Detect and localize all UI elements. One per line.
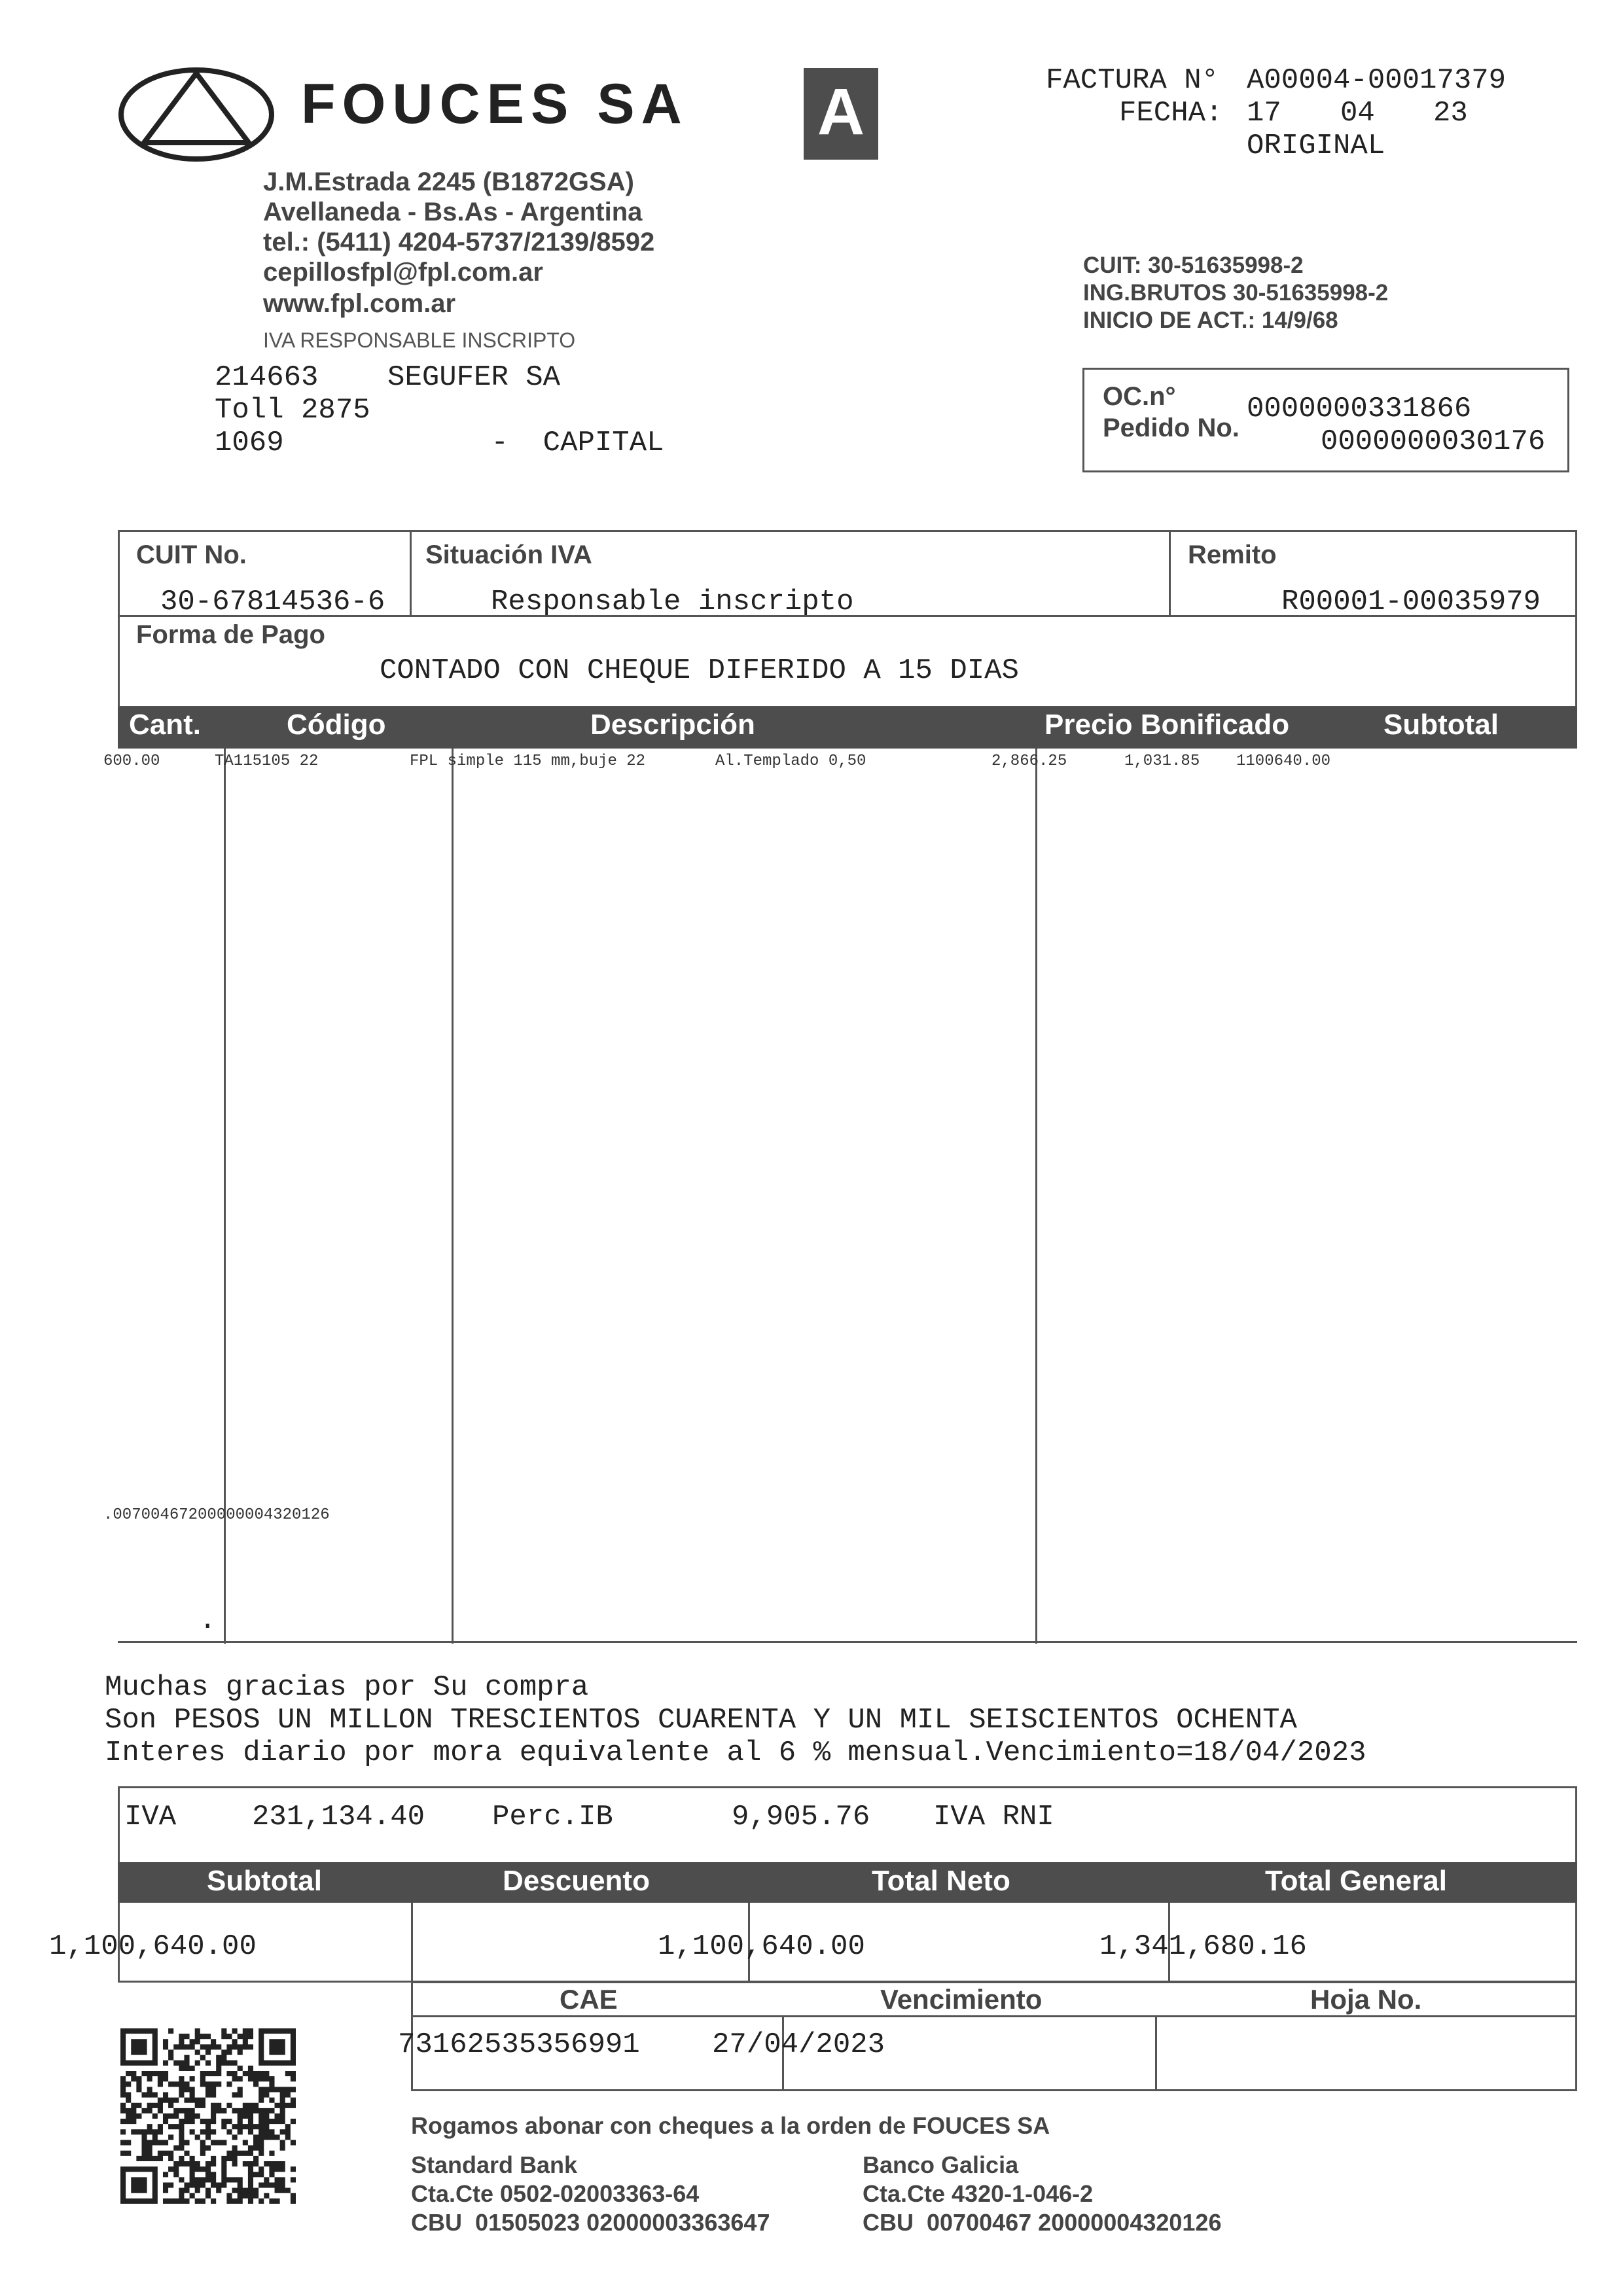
situacion-label: Situación IVA bbox=[425, 540, 592, 569]
cae-header-cae: CAE bbox=[560, 1984, 618, 2015]
qr-code-icon bbox=[120, 2028, 296, 2204]
bank2-account: Cta.Cte 4320-1-046-2 bbox=[863, 2180, 1094, 2207]
item-precio-lista: 2,866.25 bbox=[991, 752, 1067, 770]
company-phone: tel.: (5411) 4204-5737/2139/8592 bbox=[263, 228, 655, 256]
remito-label: Remito bbox=[1188, 540, 1277, 569]
interest-note: Interes diario por mora equivalente al 6 % mensual.Vencimiento=18/04/2023 bbox=[105, 1737, 1366, 1769]
payment-note: Rogamos abonar con cheques a la orden de FOUCES SA bbox=[411, 2112, 1050, 2139]
pedido-label: Pedido No. bbox=[1103, 414, 1240, 442]
forma-pago-label: Forma de Pago bbox=[136, 620, 325, 649]
item-descripcion: FPL simple 115 mm,buje 22 bbox=[410, 752, 646, 770]
col-header-descripcion: Descripción bbox=[590, 709, 755, 741]
cae-col-divider-2 bbox=[1155, 2015, 1157, 2091]
company-cuit: CUIT: 30-51635998-2 bbox=[1083, 253, 1304, 278]
item-cant: 600.00 bbox=[103, 752, 160, 770]
invoice-date-month: 04 bbox=[1340, 97, 1375, 130]
invoice-copy: ORIGINAL bbox=[1247, 130, 1385, 162]
company-inicio-act: INICIO DE ACT.: 14/9/68 bbox=[1083, 308, 1338, 333]
thanks-note: Muchas gracias por Su compra bbox=[105, 1671, 589, 1704]
remito-value: R00001-00035979 bbox=[1281, 586, 1541, 618]
item-subtotal: 1100640.00 bbox=[1236, 752, 1331, 770]
bank2-cbu: CBU 00700467 20000004320126 bbox=[863, 2209, 1222, 2236]
perc-ib-label: Perc.IB bbox=[492, 1801, 613, 1833]
invoice-number-label: FACTURA N° bbox=[1046, 64, 1219, 97]
totals-total-neto: 1,100,640.00 bbox=[658, 1930, 865, 1963]
pedido-value: 0000000030176 bbox=[1321, 425, 1546, 458]
cuit-value: 30-67814536-6 bbox=[160, 586, 385, 618]
totals-header-descuento: Descuento bbox=[503, 1865, 650, 1897]
totals-header-total-general: Total General bbox=[1265, 1865, 1447, 1897]
perc-ib-value: 9,905.76 bbox=[732, 1801, 870, 1833]
totals-total-general: 1,341,680.16 bbox=[1099, 1930, 1307, 1963]
table-footer-code: .00700467200000004320126 bbox=[103, 1506, 330, 1524]
forma-pago-value: CONTADO CON CHEQUE DIFERIDO A 15 DIAS bbox=[380, 654, 1019, 687]
col-header-codigo: Código bbox=[287, 709, 386, 741]
info-col-divider-2 bbox=[1169, 530, 1171, 616]
company-iva-status: IVA RESPONSABLE INSCRIPTO bbox=[263, 328, 576, 352]
items-col-divider-3 bbox=[1035, 749, 1037, 1644]
company-name: FOUCES SA bbox=[301, 73, 688, 135]
totals-subtotal: 1,100,640.00 bbox=[49, 1930, 257, 1963]
item-precio-bonificado: 1,031.85 bbox=[1124, 752, 1200, 770]
col-header-precio: Precio Bonificado bbox=[1044, 709, 1290, 741]
iva-rni-label: IVA RNI bbox=[933, 1801, 1054, 1833]
client-line-2: Toll 2875 bbox=[215, 394, 370, 427]
oc-label: OC.n° bbox=[1103, 382, 1176, 411]
amount-in-words: Son PESOS UN MILLON TRESCIENTOS CUARENTA Y UN MIL SEISCIENTOS OCHENTA bbox=[105, 1704, 1297, 1737]
totals-header-subtotal: Subtotal bbox=[207, 1865, 322, 1897]
bank1-name: Standard Bank bbox=[411, 2151, 578, 2178]
invoice-letter: A bbox=[817, 75, 865, 149]
cuit-label: CUIT No. bbox=[136, 540, 247, 569]
items-bottom-line bbox=[118, 1641, 1577, 1643]
oc-value: 0000000331866 bbox=[1247, 393, 1472, 425]
bank1-cbu: CBU 01505023 02000003363647 bbox=[411, 2209, 770, 2236]
company-email: cepillosfpl@fpl.com.ar bbox=[263, 258, 543, 287]
company-logo-icon bbox=[118, 65, 275, 164]
col-header-cant: Cant. bbox=[129, 709, 201, 741]
company-address: J.M.Estrada 2245 (B1872GSA) bbox=[263, 168, 634, 196]
cae-header-line bbox=[411, 2015, 1577, 2017]
client-line-3: 1069 - CAPITAL bbox=[215, 427, 664, 459]
cae-number: 73162535356991 bbox=[398, 2028, 640, 2061]
item-detalle: Al.Templado 0,50 bbox=[715, 752, 866, 770]
iva-value: 231,134.40 bbox=[252, 1801, 425, 1833]
bank1-account: Cta.Cte 0502-02003363-64 bbox=[411, 2180, 700, 2207]
invoice-date-day: 17 bbox=[1247, 97, 1281, 130]
company-web: www.fpl.com.ar bbox=[263, 289, 456, 318]
bank2-name: Banco Galicia bbox=[863, 2151, 1019, 2178]
situacion-value: Responsable inscripto bbox=[491, 586, 854, 618]
iva-label: IVA bbox=[124, 1801, 177, 1833]
totals-header-total-neto: Total Neto bbox=[872, 1865, 1010, 1897]
items-col-divider-2 bbox=[452, 749, 454, 1644]
client-line-1: 214663 SEGUFER SA bbox=[215, 361, 561, 394]
cae-due-date: 27/04/2023 bbox=[712, 2028, 885, 2061]
cae-header-hoja: Hoja No. bbox=[1310, 1984, 1422, 2015]
invoice-date-label: FECHA: bbox=[1119, 97, 1223, 130]
invoice-number: A00004-00017379 bbox=[1247, 64, 1507, 97]
company-city: Avellaneda - Bs.As - Argentina bbox=[263, 198, 643, 226]
col-header-subtotal: Subtotal bbox=[1383, 709, 1499, 741]
company-ing-brutos: ING.BRUTOS 30-51635998-2 bbox=[1083, 280, 1389, 306]
item-codigo: TA115105 22 bbox=[215, 752, 319, 770]
invoice-date-year: 23 bbox=[1433, 97, 1468, 130]
cae-header-vencimiento: Vencimiento bbox=[880, 1984, 1043, 2015]
table-footer-dot: . bbox=[199, 1604, 217, 1637]
info-col-divider-1 bbox=[410, 530, 412, 616]
totals-col-divider-1 bbox=[411, 1903, 413, 1983]
